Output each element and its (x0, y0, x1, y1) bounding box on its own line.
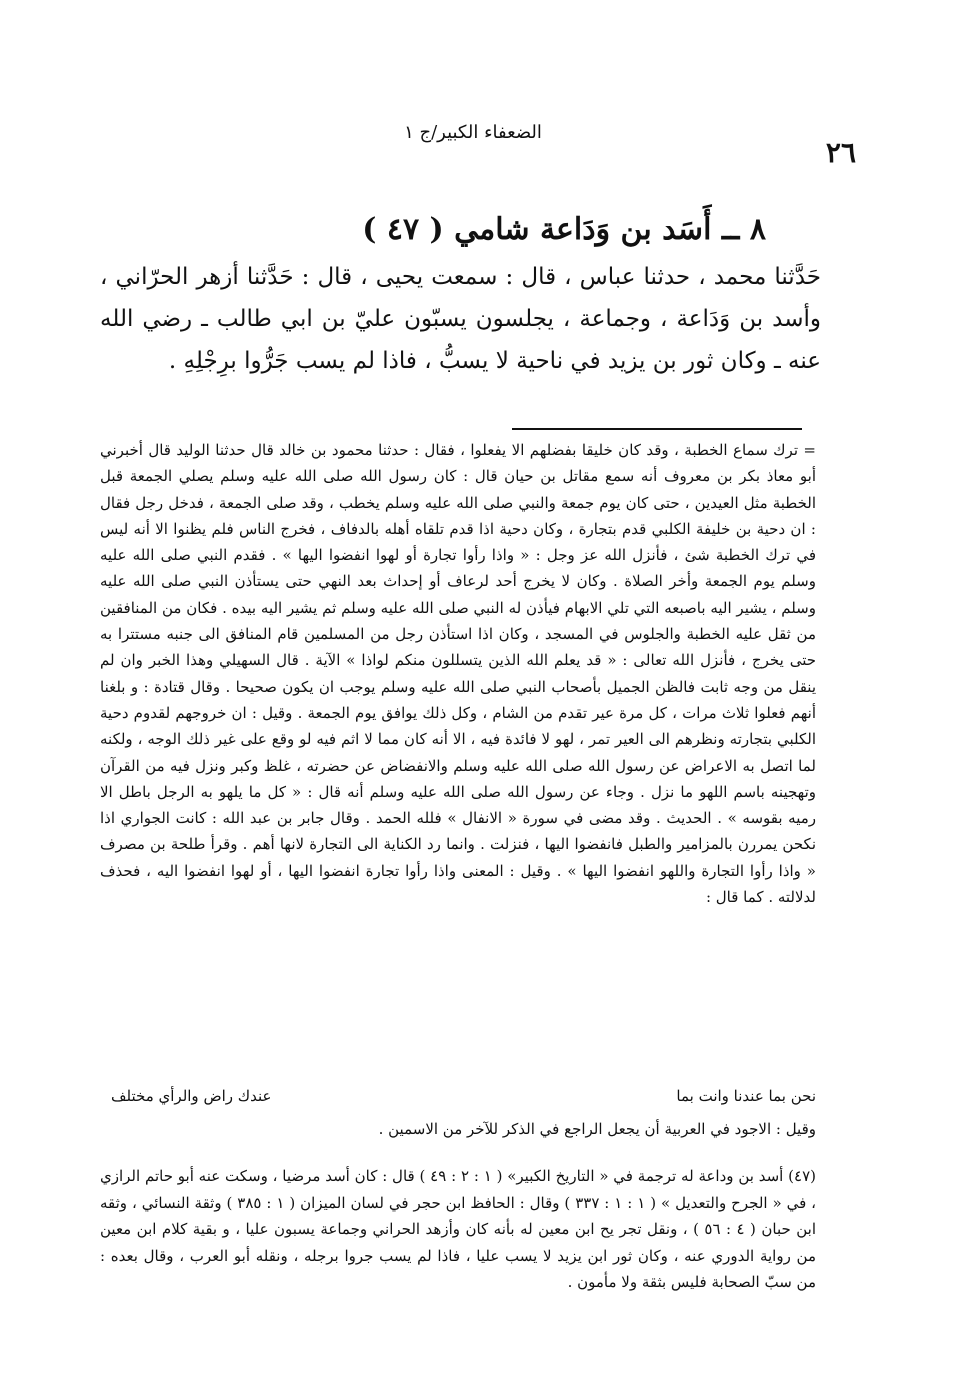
footnote-after-verse: وقيل : الاجود في العربية أن يجعل الراجع في الذكر للآخر من الاسمين . (378, 1120, 816, 1138)
page-number: ٢٦ (825, 136, 856, 169)
footnote-47: (٤٧) أسد بن وداعة له ترجمة في « التاريخ الكبير» ( ١ : ٢ : ٤٩ ) قال : كان أسد مرضيا ، وسكت عنه أبو حاتم الرازي ، في « الجرح والتعديل » ( ١ : ١ : ٣٣٧ ) وقال : الحافظ ابن حجر في لسان الميزان ( ١ : ٣٨٥ ) وثقة النسائي ، وثقه ابن حبان ( ٤ : ٥٦ ) ، ونقل تجر يح ابن معين له بأنه كان وأزهد الحراني وجماعة يسبون عليا ، و بقية كلام ابن معين من رواية الدوري عنه ، وكان ثور ابن يزيد لا يسب عليا ، فاذا لم يسب جروا برجله ، ونقله أبو العرب ، وقال بعده : من سبّ الصحابة فليس بثقة ولا مأمون . (100, 1167, 817, 1291)
entry-heading: ٨ ــ أَسَد بن وَدَاعة شامي ( ٤٧ ) (362, 212, 766, 247)
page-header (90, 118, 856, 168)
verse-first-hemistich: نحن بما عندنا وانت بما (676, 1087, 816, 1105)
footnote-continuation: = ترك سماع الخطبة ، وقد كان خليقا بفضلهم الا يفعلوا ، فقال : حدثنا محمود بن خالد قال حدثنا الوليد قال أخبرني أبو معاذ بكر بن معروف أنه سمع مقاتل بن حيان قال : كان رسول الله صلى الله عليه وسلم يصلي الجمعة قبل الخطبة مثل العيدين ، حتى كان يوم جمعة والنبي صلى الله عليه وسلم يخطب ، وقد صلى الجمعة ، فدخل رجل فقال : ان دحية بن خليفة الكلبي قدم بتجارة ، وكان دحية اذا قدم تلقاه أهله بالدفاف ، فخرج الناس فلم يظنوا الا أنه ليس في ترك الخطبة شئ ، فأنزل الله عز وجل : « واذا رأوا تجارة أو لهوا انفضوا اليها » . فقدم النبي صلى الله عليه وسلم يوم الجمعة وأخر الصلاة . وكان لا يخرج أحد لرعاف أو إحداث بعد النهي حتى يستأذن النبي صلى الله عليه وسلم ، يشير اليه باصبعه التي تلي الابهام فيأذن له النبي صلى الله عليه وسلم ثم يشير اليه بيده . فكان من المنافقين من ثقل عليه الخطبة والجلوس في المسجد ، وكان اذا استأذن رجل من المسلمين قام المنافق الى جنبه مستترا به حتى يخرج ، فأنزل الله تعالى : « قد يعلم الله الذين يتسللون منكم لواذا » الآية . قال السهيلي وهذا الخبر وان لم ينقل من وجه ثابت فالظن الجميل بأصحاب النبي صلى الله عليه وسلم يوجب ان يكون صحيحا . وقال قتادة : و بلغنا أنهم فعلوا ثلاث مرات ، كل مرة عير تقدم من الشام ، وكل ذلك يوافق يوم الجمعة . وقيل : ان خروجهم لقدوم دحية الكلبي بتجارته ونظرهم الى العير تمر ، لهو لا فائدة فيه ، الا أنه كان مما لا اثم فيه لو وقع على غير ذلك الوجه ، ولكنه لما اتصل به الاعراض عن رسول الله صلى الله عليه وسلم والانفضاض عن حضرته ، غلظ وكبر ونزل فيه من القرآن وتهجينه باسم اللهو ما نزل . وجاء عن رسول الله صلى الله عليه وسلم أنه قال : « كل ما يلهو به الرجل باطل الا رميه بقوسه » . الحديث . وقد مضى في سورة « الانفال » فلله الحمد . وقال جابر بن عبد الله : كانت الجواري اذا نكحن يمررن بالمزامير والطبل فانفضوا اليها ، فنزلت . وانما رد الكناية الى التجارة لانها أهم . وقرأ طلحة بن مصرف « واذا رأوا التجارة واللهو انفضوا اليها » . وقيل : المعنى واذا رأوا تجارة انفضوا اليها ، أو لهوا انفضوا اليه ، فحذف لدلالته . كما قال : (100, 441, 816, 907)
verse-second-hemistich: عندك راض والرأي مختلف (111, 1087, 272, 1105)
poetry-verse (111, 1087, 816, 1105)
entry-body: حَدَّثنا محمد ، حدثنا عباس ، قال : سمعت يحيى ، قال : حَدَّثنا أزهر الحرّاني ، وأسد بن وَدَاعة ، وجماعة ، يجلسون يسبّون عليّ بن ابي طالب ـ رضي الله عنه ـ وكان ثور بن يزيد في ناحية لا يسبُّ ، فاذا لم يسب جَرُّوا برِجْلِهِ . (100, 264, 821, 374)
running-title: الضعفاء الكبير/ج ١ (404, 122, 542, 143)
footnote-separator (512, 428, 802, 430)
